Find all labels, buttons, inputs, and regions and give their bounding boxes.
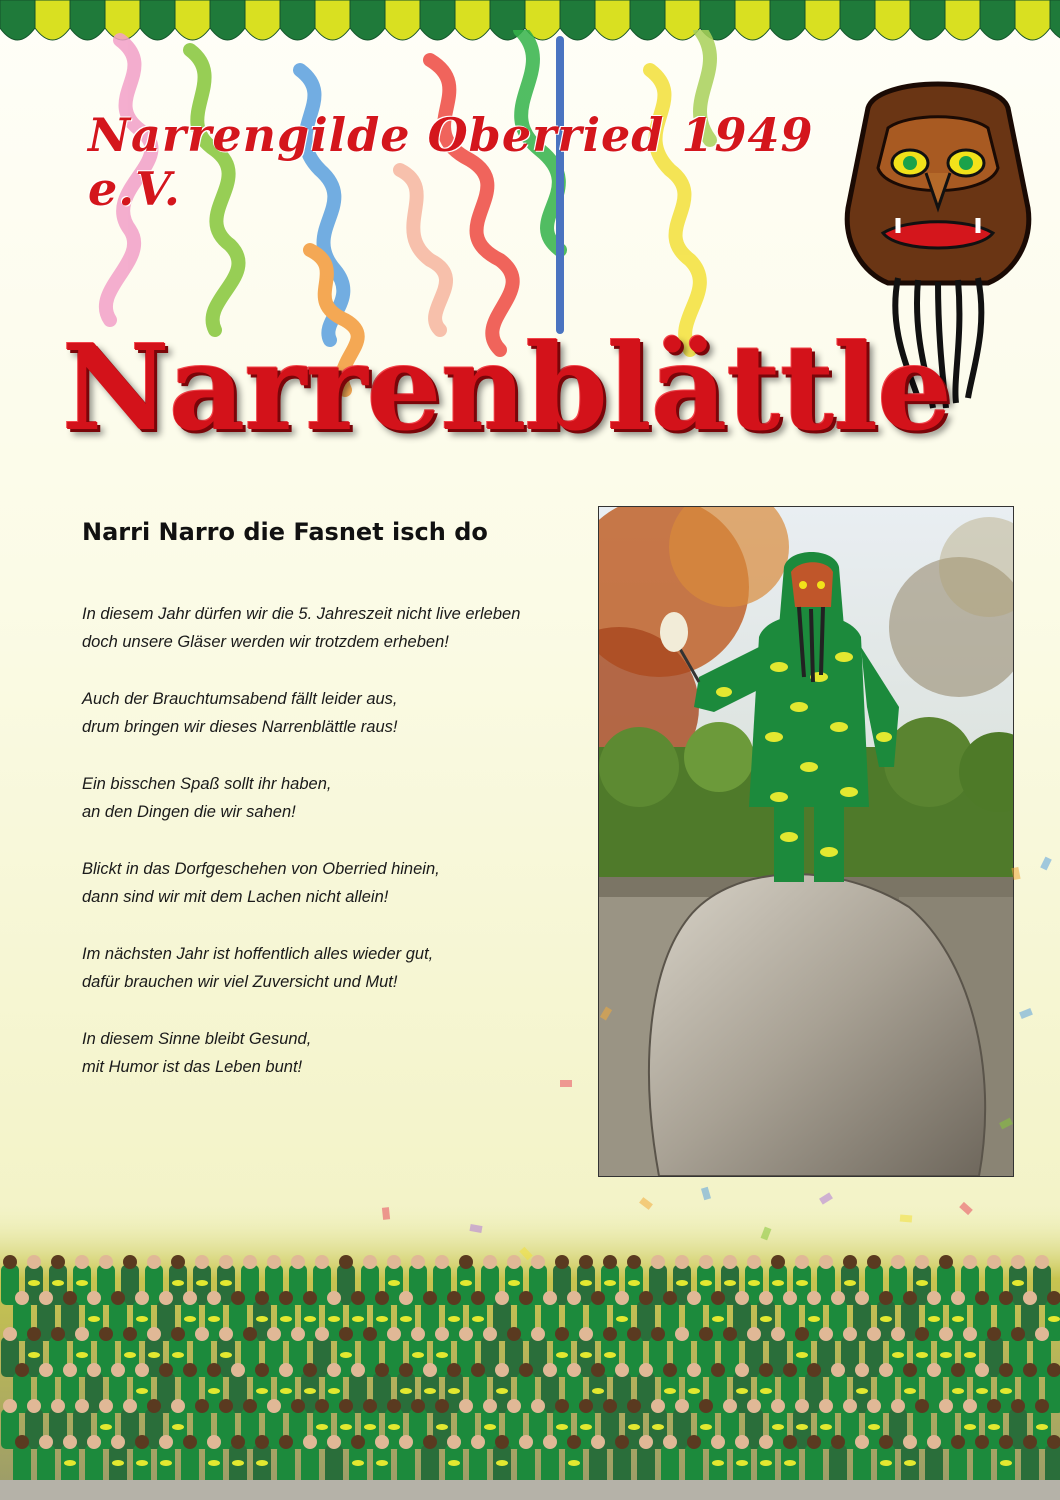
poem-stanza [82, 770, 582, 826]
poem-line: an den Dingen die wir sahen! [82, 803, 296, 821]
poem-line: Blickt in das Dorfgeschehen von Oberried hinein, [82, 860, 440, 878]
newsletter-title: Narrenblättle [62, 318, 952, 457]
poem-line: drum bringen wir dieses Narrenblättle raus! [82, 718, 398, 736]
confetti-piece [819, 1192, 833, 1204]
poem-stanza [82, 855, 582, 911]
poem-stanza [82, 1025, 582, 1081]
poem-stanza [82, 940, 582, 996]
poem [82, 600, 582, 1110]
poem-line: In diesem Sinne bleibt Gesund, [82, 1030, 312, 1048]
poem-line: Auch der Brauchtumsabend fällt leider aus, [82, 690, 398, 708]
confetti-piece [1040, 857, 1052, 871]
group-photo [0, 1205, 1060, 1500]
poem-line: Im nächsten Jahr ist hoffentlich alles wieder gut, [82, 945, 434, 963]
confetti-piece [560, 1080, 572, 1087]
organization-title: Narrengilde Oberried 1949 e.V. [88, 108, 814, 216]
confetti-piece [1011, 867, 1020, 880]
poem-line: mit Humor ist das Leben bunt! [82, 1058, 303, 1076]
article-headline: Narri Narro die Fasnet isch do [82, 518, 488, 546]
costume-figure-photo [598, 506, 1014, 1177]
poem-line: Ein bisschen Spaß sollt ihr haben, [82, 775, 332, 793]
poem-line: In diesem Jahr dürfen wir die 5. Jahreszeit nicht live erleben [82, 605, 521, 623]
poem-stanza [82, 600, 582, 656]
confetti-piece [900, 1214, 913, 1222]
confetti-piece [701, 1187, 711, 1200]
poem-stanza [82, 685, 582, 741]
confetti-piece [1019, 1008, 1033, 1019]
poem-line: doch unsere Gläser werden wir trotzdem erheben! [82, 633, 449, 651]
confetti-piece [382, 1207, 390, 1220]
poem-line: dann sind wir mit dem Lachen nicht allein! [82, 888, 389, 906]
poem-line: dafür brauchen wir viel Zuversicht und Mut! [82, 973, 398, 991]
